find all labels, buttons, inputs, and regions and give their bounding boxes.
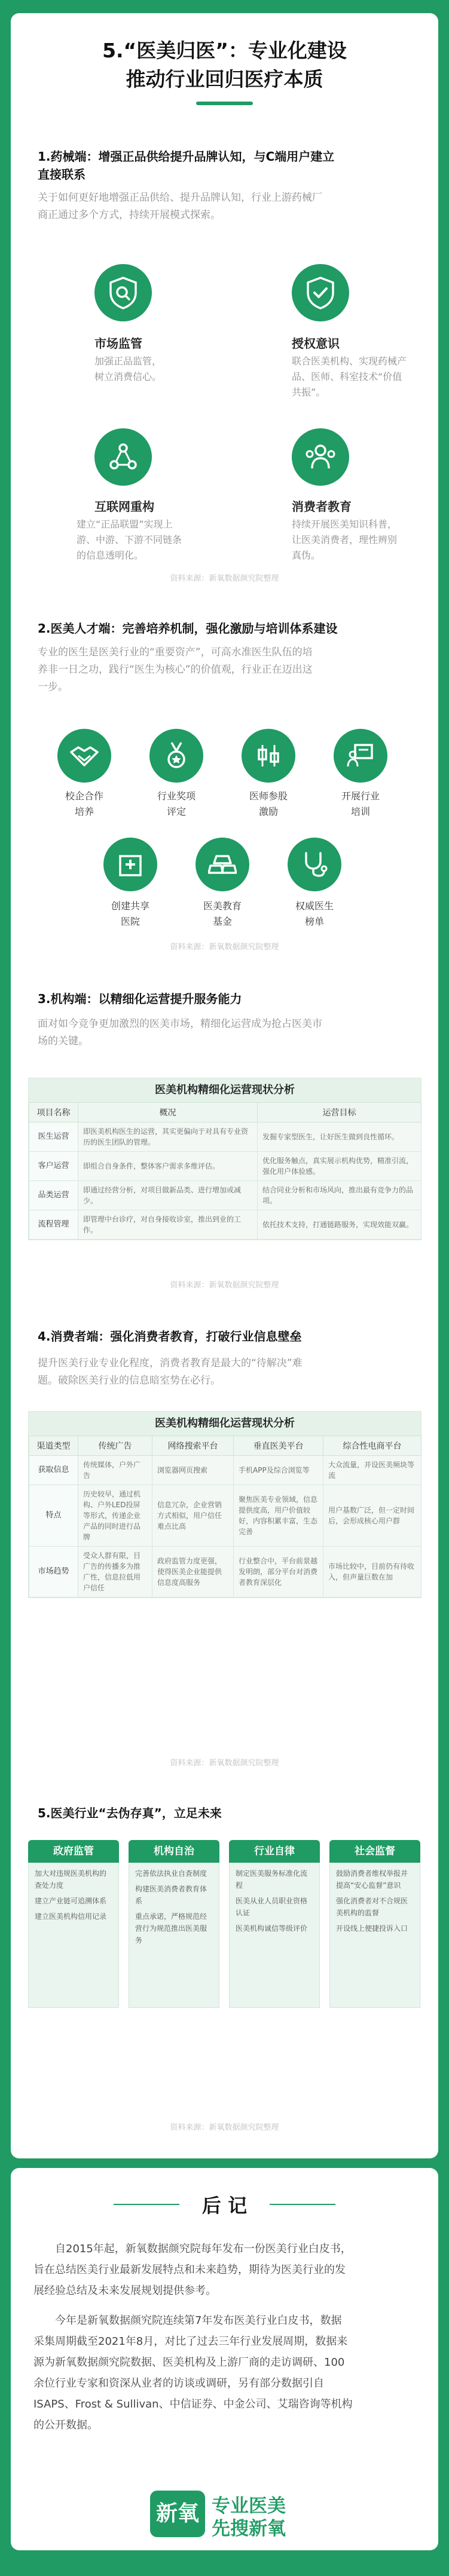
afterword-p2-line5: ISAPS、Frost & Sullivan、中信证券、中金公司、艾瑞咨询等机构 (33, 2398, 353, 2411)
sec1-source: 资料来源：新氧数据颜究院整理 (170, 574, 279, 583)
search-shield-icon (94, 264, 152, 321)
table-header: 传统广告 (78, 1436, 152, 1456)
feature-desc-education-1: 持续开展医美知识科普， (292, 519, 398, 530)
table-row (29, 1210, 421, 1240)
table-cell: 客户运营 (29, 1152, 78, 1181)
table-cell: 即管理中台诊疗，对自身接收诊室，推出到业的工作。 (78, 1210, 258, 1240)
table-cell: 行业整合中，平台前景越发明朗，部分平台对消费者教育深层化 (234, 1547, 323, 1597)
slogan-line1: 专业医美 (212, 2495, 286, 2517)
table-cell: 历史较早，通过机构、户外LED投屏等形式，传递企业产品的同时进行品牌 (78, 1485, 152, 1547)
sec2-heading: 2.医美人才端：完善培养机制，强化激励与培训体系建设 (38, 621, 338, 636)
table-header: 概况 (78, 1103, 258, 1123)
consumer-channel-table (28, 1411, 421, 1598)
sec4-heading: 4.消费者端：强化消费者教育，打破行业信息壁垒 (38, 1329, 302, 1344)
network-icon (94, 428, 152, 486)
column-item: 鼓励消费者维权举报并提高“安心监督”意识 (336, 1869, 408, 1890)
afterword-p2-line6: 的公开数据。 (33, 2419, 98, 2431)
medal-icon (149, 729, 203, 783)
table-header: 项目名称 (29, 1103, 78, 1123)
table-cell: 政府监管力度更强，使得医美企业能提供信息度高服务 (152, 1547, 234, 1597)
sec2-body-line2: 养非一日之功，践行“医生为核心”的价值观，行业正在迈出这 (38, 664, 313, 676)
sec3-body-line1: 面对如今竞争更加激烈的医美市场，精细化运营成为抢占医美市 (38, 1018, 322, 1030)
slogan-line2: 先搜新氧 (212, 2518, 286, 2540)
talent-label-1b: 培养 (74, 806, 94, 817)
talent-label-5a: 创建共享 (111, 900, 149, 912)
column-item: 开设线上便捷投诉入口 (336, 1924, 408, 1933)
talent-label-6a: 医美教育 (203, 900, 242, 912)
talent-label-7b: 榜单 (304, 916, 324, 927)
table-header: 渠道类型 (29, 1436, 78, 1456)
table-cell: 市场比较中，目前仍有待收入，但声量巨数在加 (323, 1547, 421, 1597)
table-cell: 手机APP及综合浏览等 (234, 1456, 323, 1485)
main-card (11, 13, 438, 2158)
table-cell: 即通过经营分析，对项目做新品类、进行增加或减少。 (78, 1181, 258, 1210)
feature-desc-market-1: 加强正品监管， (94, 355, 162, 367)
table-cell: 受众人群有限，目广告的传播多为推广性，信息拉低用户信任 (78, 1547, 152, 1597)
table-cell: 大众流量，并设医美频块等流 (323, 1456, 421, 1485)
sec2-body-line1: 专业的医生是医美行业的“重要资产”，可高水准医生队伍的培 (38, 646, 313, 658)
title-underline (196, 102, 253, 105)
sec4-body-line1: 提升医美行业专业化程度，消费者教育是最大的“待解决”难 (38, 1357, 303, 1369)
page-title-line1: 5.“医美归医”：专业化建设 (102, 39, 347, 62)
handshake-icon (57, 729, 111, 783)
table-header: 运营目标 (258, 1103, 421, 1123)
table-cell: 品类运营 (29, 1181, 78, 1210)
sec3-source: 资料来源：新氧数据颜究院整理 (170, 1281, 279, 1290)
table-cell: 结合同业分析和市场风向，推出最有竞争力的品项。 (258, 1181, 421, 1210)
table-cell: 发掘专家型医生，让好医生做到良性循环。 (258, 1123, 421, 1152)
sec5-source: 资料来源：新氧数据颜究院整理 (170, 2123, 279, 2132)
table-cell: 获取信息 (29, 1456, 78, 1485)
sec1-heading-line1: 1.药械端：增强正品供给提升品牌认知，与C端用户建立 (38, 149, 335, 164)
table-cell: 信息冗杂，企业营销方式相似，用户信任难点比高 (152, 1485, 234, 1547)
column-item: 医美机构诚信等级评价 (236, 1924, 308, 1933)
column-society (329, 1840, 420, 2008)
feature-desc-authorization-1: 联合医美机构、实现药械产 (292, 355, 407, 367)
column-title: 行业自律 (229, 1840, 320, 1863)
column-item: 医美从业人员职业资格认证 (236, 1897, 308, 1917)
feature-desc-internet-3: 的信息透明化。 (77, 550, 144, 561)
sec4-body-line2: 题。破除医美行业的信息暗室势在必行。 (38, 1375, 221, 1387)
table-row (29, 1485, 421, 1547)
talent-label-3b: 激励 (258, 806, 278, 817)
table-row (29, 1547, 421, 1597)
sec1-body-line2: 商正通过多个方式，持续开展模式探索。 (38, 209, 221, 221)
column-industry (229, 1840, 320, 2008)
talent-label-4a: 开展行业 (341, 790, 380, 802)
table-row (29, 1181, 421, 1210)
page-title-line2: 推动行业回归医疗本质 (126, 68, 323, 91)
gold-bars-icon (196, 838, 249, 891)
stethoscope-icon (288, 838, 341, 891)
table-cell: 医生运营 (29, 1123, 78, 1152)
afterword-line-left (114, 2204, 179, 2205)
table-cell: 优化服务触点，真实展示机构优势，精准引流，强化用户体验感。 (258, 1152, 421, 1181)
table-cell: 特点 (29, 1485, 78, 1547)
afterword-card (11, 2168, 438, 2550)
sec1-heading-line2: 直接联系 (38, 167, 85, 182)
column-item: 加大对违规医美机构的查处力度 (35, 1869, 107, 1890)
afterword-p1-line1: 自2015年起，新氧数据颜究院每年发布一份医美行业白皮书， (55, 2243, 352, 2255)
table-header: 垂直医美平台 (234, 1436, 323, 1456)
feature-desc-authorization-3: 共振”。 (292, 387, 326, 398)
soyoung-logo: 新氧 (150, 2491, 205, 2537)
feature-desc-education-2: 让医美消费者，理性辨别 (292, 534, 398, 545)
table-cell: 流程管理 (29, 1210, 78, 1240)
afterword-p2-line1: 今年是新氧数据颜究院连续第7年发布医美行业白皮书，数据 (55, 2314, 342, 2327)
governance-columns (28, 1840, 420, 2007)
table-cell: 即组合自身条件，整体客户需求多维评估。 (78, 1152, 258, 1181)
talent-label-2b: 评定 (166, 806, 186, 817)
column-item: 重点承诺，严格规范经营行为规范推出医美服务 (135, 1912, 207, 1945)
table-cell: 用户基数广泛，但一定时间后，会形成核心用户群 (323, 1485, 421, 1547)
column-item: 构建医美消费者教育体系 (135, 1885, 207, 1905)
talent-label-3a: 医师参股 (249, 790, 288, 802)
talent-label-5b: 医院 (120, 916, 140, 927)
column-title: 机构自治 (129, 1840, 219, 1863)
afterword-p2-line4: 余位行业专家和资深从业者的访谈或调研，另有部分数据引自 (33, 2377, 324, 2390)
sec3-heading: 3.机构端：以精细化运营提升服务能力 (38, 992, 242, 1006)
institution-ops-table (28, 1078, 421, 1240)
column-title: 社会监督 (329, 1840, 420, 1863)
talent-label-1a: 校企合作 (65, 790, 103, 802)
afterword-p1-line2: 旨在总结医美行业最新发展特点和未来趋势，期待为医美行业的发 (33, 2264, 346, 2276)
table-header: 综合性电商平台 (323, 1436, 421, 1456)
hospital-icon (103, 838, 157, 891)
feature-desc-internet-2: 游、中游、下游不同链条 (77, 534, 182, 545)
feature-title-market: 市场监管 (94, 336, 142, 351)
column-institution (129, 1840, 219, 2008)
afterword-p2-line2: 采集周期截至2021年8月，对比了过去三年行业发展周期，数据来 (33, 2335, 348, 2348)
column-item: 完善依法执业自查制度 (135, 1869, 207, 1878)
sec5-heading: 5.医美行业“去伪存真”，立足未来 (38, 1806, 222, 1820)
sec1-body-line1: 关于如何更好地增强正品供给、提升品牌认知，行业上游药械厂 (38, 192, 322, 204)
column-item: 强化消费者对不合规医美机构的监督 (336, 1897, 408, 1917)
feature-desc-education-3: 真伪。 (292, 550, 321, 561)
table-cell: 依托技术支持，打通链路服务，实现效能双赢。 (258, 1210, 421, 1240)
feature-desc-internet-1: 建立“正品联盟”实现上 (77, 519, 173, 530)
talent-label-2a: 行业奖项 (157, 790, 196, 802)
training-icon (334, 729, 387, 783)
afterword-title: 后 记 (201, 2194, 248, 2217)
column-item: 建立产业链可追溯体系 (35, 1897, 107, 1905)
people-icon (292, 428, 349, 486)
table-row (29, 1152, 421, 1181)
afterword-line-right (270, 2204, 335, 2205)
sec4-source: 资料来源：新氧数据颜究院整理 (170, 1759, 279, 1768)
check-shield-icon (292, 264, 349, 321)
feature-desc-authorization-2: 品、医师、科室技术“价值 (292, 371, 402, 382)
feature-title-authorization: 授权意识 (292, 336, 340, 351)
table-cell: 浏览器网页搜索 (152, 1456, 234, 1485)
table-row (29, 1123, 421, 1152)
table-cell: 聚焦医美专业领域，信息提供度高，用户价值较好，内容积累丰富，生态完善 (234, 1485, 323, 1547)
column-item: 制定医美服务标准化流程 (236, 1869, 308, 1890)
table-header: 网络搜索平台 (152, 1436, 234, 1456)
table-cell: 市场趋势 (29, 1547, 78, 1597)
talent-label-6b: 基金 (212, 916, 232, 927)
sec3-body-line2: 场的关键。 (38, 1035, 88, 1047)
table-cell: 传统媒体，户外广告 (78, 1456, 152, 1485)
feature-title-education: 消费者教育 (292, 499, 352, 514)
column-title: 政府监管 (28, 1840, 119, 1863)
afterword-p1-line3: 展经验总结及未来发展规划提供参考。 (33, 2284, 216, 2297)
sec2-body-line3: 一步。 (38, 681, 68, 693)
candlestick-icon (242, 729, 295, 783)
table-title: 医美机构精细化运营现状分析 (29, 1412, 421, 1436)
feature-title-internet: 互联网重构 (94, 499, 154, 514)
column-government (28, 1840, 119, 2008)
feature-desc-market-2: 树立消费信心。 (94, 371, 162, 382)
talent-label-7a: 权威医生 (295, 900, 334, 912)
sec2-source: 资料来源：新氧数据颜究院整理 (170, 943, 279, 952)
talent-label-4b: 培训 (350, 806, 370, 817)
afterword-p2-line3: 源为新氧数据颜究院数据、医美机构及上游厂商的走访调研、100 (33, 2356, 345, 2369)
table-cell: 即医美机构医生的运营，其实更偏向于对具有专业资历的医生团队的管理。 (78, 1123, 258, 1152)
table-title: 医美机构精细化运营现状分析 (29, 1078, 421, 1102)
column-item: 建立医美机构信用记录 (35, 1912, 107, 1921)
table-row (29, 1456, 421, 1485)
